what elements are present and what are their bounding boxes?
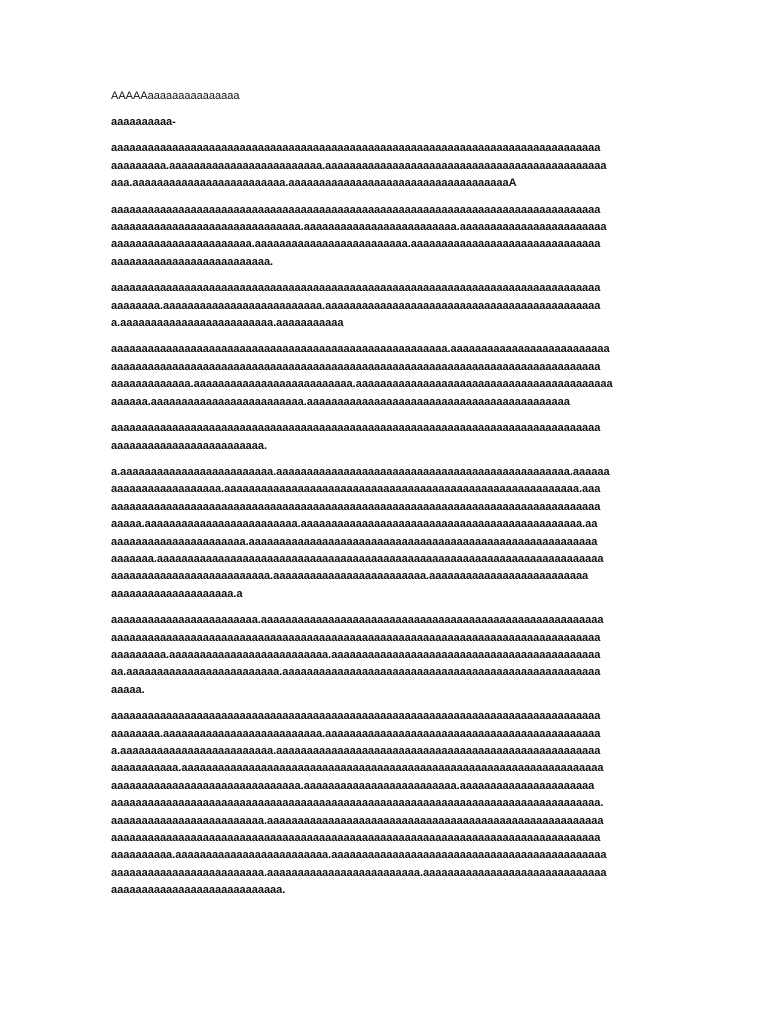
text-line: aaaaaaaaaaaaaaaaaaaaaaaaaaaaaaaaaaaaaaaaaaaaaaaaaaaaaaa.aaaaaaaaaaaaaaaaaaaaaaaaaa (111, 343, 610, 356)
text-line: aaaaaaaaa.aaaaaaaaaaaaaaaaaaaaaaaaaa.aaaaaaaaaaaaaaaaaaaaaaaaaaaaaaaaaaaaaaaaaaaa (111, 648, 601, 661)
text-line: aaaaaaaaaaaaaaaaaaaaaaaaaa. (111, 255, 274, 268)
text-line: aaaaaaaaaaaaaaaaaaaaaaaaa.aaaaaaaaaaaaaaaaaaaaaaaaa.aaaaaaaaaaaaaaaaaaaaaaaaaaaaaa (111, 866, 607, 879)
paragraph (111, 202, 661, 272)
text-line: aaaaaaaaaaaaaaaaaa.aaaaaaaaaaaaaaaaaaaaaaaaaaaaaaaaaaaaaaaaaaaaaaaaaaaaaaaaaa.aaa (111, 483, 601, 496)
text-line: aaa.aaaaaaaaaaaaaaaaaaaaaaaaa.aaaaaaaaaaaaaaaaaaaaaaaaaaaaaaaaaaaaA (111, 177, 517, 190)
text-line: aaaaaaaaaaaaaaaaaaaaaaaaaaaaaaaaaaaaaaaaaaaaaaaaaaaaaaaaaaaaaaaaaaaaaaaaaaaaaaaa (111, 832, 601, 845)
text-line: aaaaaaaaaaaaaaaaaaaaaaaaaaaaaaaaaaaaaaaaaaaaaaaaaaaaaaaaaaaaaaaaaaaaaaaaaaaaaaaa (111, 360, 601, 373)
text-line: a.aaaaaaaaaaaaaaaaaaaaaaaaa.aaaaaaaaaaaaaaaaaaaaaaaaaaaaaaaaaaaaaaaaaaaaaaaa.aaaaaa (111, 465, 610, 478)
text-line: aaaaaaa.aaaaaaaaaaaaaaaaaaaaaaaaaaaaaaaaaaaaaaaaaaaaaaaaaaaaaaaaaaaaaaaaaaaaaaaaa (111, 552, 604, 565)
paragraph (111, 341, 661, 411)
text-line: aaaaaaaaaaaaaaaaaaaaaaaaaaaaaaaaaaaaaaaaaaaaaaaaaaaaaaaaaaaaaaaaaaaaaaaaaaaaaaaa (111, 500, 601, 513)
document-title: AAAAAaaaaaaaaaaaaaaa (111, 90, 240, 102)
paragraph (111, 612, 661, 699)
text-line: aaaaaaaaa.aaaaaaaaaaaaaaaaaaaaaaaaa.aaaaaaaaaaaaaaaaaaaaaaaaaaaaaaaaaaaaaaaaaaaaaa (111, 159, 607, 172)
text-line: aaaaaaaaaaaaaaaaaaaaaa.aaaaaaaaaaaaaaaaaaaaaaaaaaaaaaaaaaaaaaaaaaaaaaaaaaaaaaaaa (111, 535, 598, 548)
text-line: aaaaaaaaaaaaaaaaaaaaaaaaa. (111, 439, 267, 452)
text-line: aa.aaaaaaaaaaaaaaaaaaaaaaaaa.aaaaaaaaaaaaaaaaaaaaaaaaaaaaaaaaaaaaaaaaaaaaaaaaaaaa (111, 666, 601, 679)
text-line: aaaaaaaaaaaaaaaaaaaaaaa.aaaaaaaaaaaaaaaaaaaaaaaaa.aaaaaaaaaaaaaaaaaaaaaaaaaaaaaaa (111, 238, 601, 251)
text-line: aaaaaaaaaaaaaaaaaaaaaaaaaaaaaaa.aaaaaaaaaaaaaaaaaaaaaaaaa.aaaaaaaaaaaaaaaaaaaaaa (111, 779, 595, 792)
text-line: aaaaaaaaaaaaaaaaaaaaaaaa.aaaaaaaaaaaaaaaaaaaaaaaaaaaaaaaaaaaaaaaaaaaaaaaaaaaaaaaa (111, 614, 604, 627)
text-line: aaaaaaaaaaaaaaaaaaaaaaaaaaaaaaaaaaaaaaaaaaaaaaaaaaaaaaaaaaaaaaaaaaaaaaaaaaaaaaaa (111, 282, 601, 295)
text-line: aaaaaaaaaaaaaaaaaaaaaaaaaaaaaaaaaaaaaaaaaaaaaaaaaaaaaaaaaaaaaaaaaaaaaaaaaaaaaaaa (111, 203, 601, 216)
text-line: aaaaaaaaaaa.aaaaaaaaaaaaaaaaaaaaaaaaaaaaaaaaaaaaaaaaaaaaaaaaaaaaaaaaaaaaaaaaaaaaa (111, 762, 604, 775)
text-line: aaaaaaaaaaaaaaaaaaaaaaaaaaaaaaaaaaaaaaaaaaaaaaaaaaaaaaaaaaaaaaaaaaaaaaaaaaaaaaaa (111, 142, 601, 155)
text-line: aaaaaaaaaaaaaaaaaaaaaaaaaaaaaaaaaaaaaaaaaaaaaaaaaaaaaaaaaaaaaaaaaaaaaaaaaaaaaaaa (111, 422, 601, 435)
text-line: aaaaaaaaaaaaaaaaaaaaaaaaaaaaaaa.aaaaaaaaaaaaaaaaaaaaaaaaa.aaaaaaaaaaaaaaaaaaaaaaaa (111, 221, 607, 234)
paragraph (111, 280, 661, 332)
text-line: aaaaa.aaaaaaaaaaaaaaaaaaaaaaaaa.aaaaaaaaaaaaaaaaaaaaaaaaaaaaaaaaaaaaaaaaaaaaaa.aa (111, 518, 598, 531)
text-line: a.aaaaaaaaaaaaaaaaaaaaaaaaa.aaaaaaaaaaaaaaaaaaaaaaaaaaaaaaaaaaaaaaaaaaaaaaaaaaaaa (111, 745, 601, 757)
document-body (111, 114, 661, 900)
text-line: aaaaaaaaaaaaaaaaaaaaaaaaa.aaaaaaaaaaaaaaaaaaaaaaaaaaaaaaaaaaaaaaaaaaaaaaaaaaaaaaa (111, 814, 604, 827)
paragraph (111, 420, 661, 455)
text-line: aaaaaaaaaa- (111, 116, 176, 128)
text-line: aaaaaaaaaa.aaaaaaaaaaaaaaaaaaaaaaaaa.aaaaaaaaaaaaaaaaaaaaaaaaaaaaaaaaaaaaaaaaaaaaa (111, 849, 607, 862)
text-line: aaaaaaaa.aaaaaaaaaaaaaaaaaaaaaaaaaa.aaaaaaaaaaaaaaaaaaaaaaaaaaaaaaaaaaaaaaaaaaaaa (111, 727, 601, 740)
paragraph (111, 140, 661, 192)
paragraph (111, 114, 661, 131)
text-line: aaaaa. (111, 683, 145, 696)
text-line: aaaaaaaaaaaaaaaaaaaaaaaaaaaaaaaaaaaaaaaaaaaaaaaaaaaaaaaaaaaaaaaaaaaaaaaaaaaaaaaa (111, 631, 601, 644)
text-line: aaaaaaaaaaaaaaaaaaaaaaaaaaaaaaaaaaaaaaaaaaaaaaaaaaaaaaaaaaaaaaaaaaaaaaaaaaaaaaaa. (111, 797, 604, 810)
document-page (111, 88, 661, 909)
text-line: aaaaaaaaaaaaaaaaaaaa.a (111, 587, 243, 600)
text-line: aaaaaaaaaaaaa.aaaaaaaaaaaaaaaaaaaaaaaaaa.aaaaaaaaaaaaaaaaaaaaaaaaaaaaaaaaaaaaaaaaaa (111, 378, 613, 391)
paragraph (111, 708, 661, 899)
paragraph (111, 464, 661, 603)
text-line: a.aaaaaaaaaaaaaaaaaaaaaaaaa.aaaaaaaaaaa (111, 317, 344, 330)
text-line: aaaaaaaaaaaaaaaaaaaaaaaaaaaaaaaaaaaaaaaaaaaaaaaaaaaaaaaaaaaaaaaaaaaaaaaaaaaaaaaa (111, 710, 601, 723)
text-line: aaaaaaaa.aaaaaaaaaaaaaaaaaaaaaaaaaa.aaaaaaaaaaaaaaaaaaaaaaaaaaaaaaaaaaaaaaaaaaaaa (111, 299, 601, 312)
text-line: aaaaaaaaaaaaaaaaaaaaaaaaaa.aaaaaaaaaaaaaaaaaaaaaaaaa.aaaaaaaaaaaaaaaaaaaaaaaaaa (111, 570, 589, 583)
text-line: aaaaaaaaaaaaaaaaaaaaaaaaaaaa. (111, 884, 286, 897)
text-line: aaaaaa.aaaaaaaaaaaaaaaaaaaaaaaaa.aaaaaaaaaaaaaaaaaaaaaaaaaaaaaaaaaaaaaaaaaaa (111, 395, 570, 408)
